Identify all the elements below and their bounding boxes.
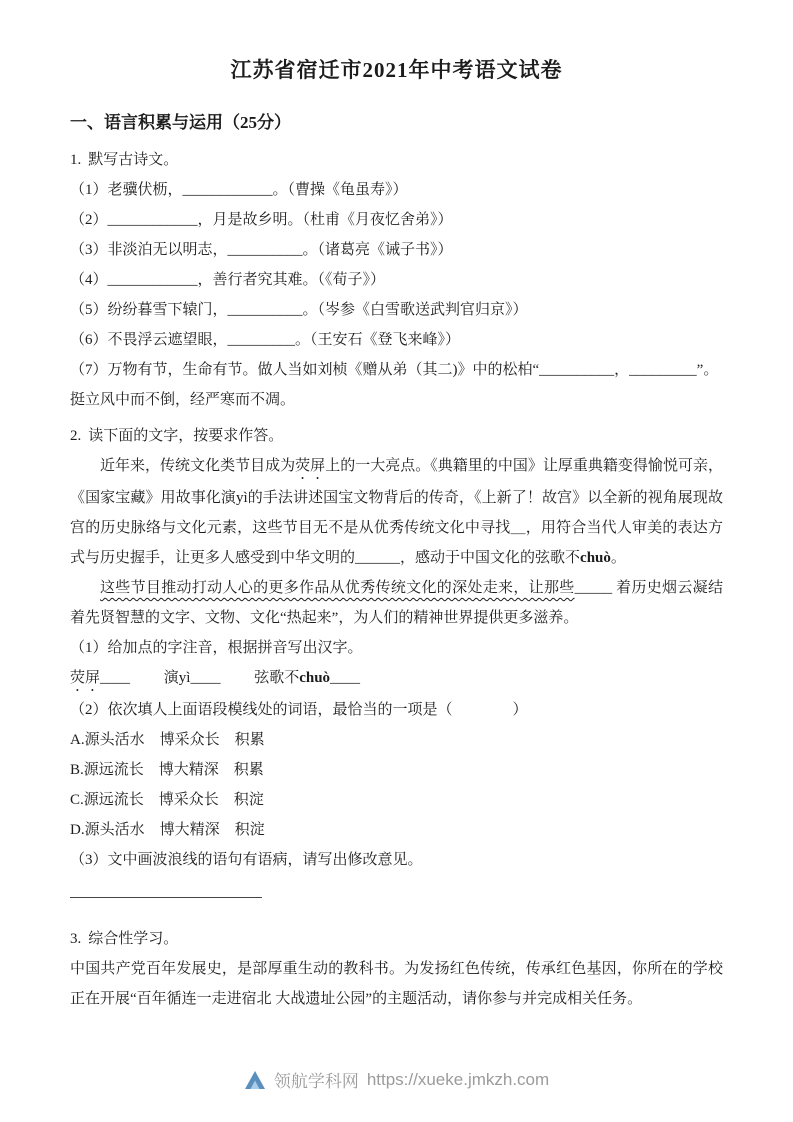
option-b: B.源远流长 博大精深 积累: [70, 762, 264, 778]
footer-watermark: [70, 1067, 723, 1096]
blank-segment: ____: [100, 670, 131, 686]
question-prompt: 综合性学习。: [88, 931, 179, 947]
answer-blank-line: [70, 897, 262, 898]
option-c: C.源远流长 博采众长 积淀: [70, 792, 264, 808]
q2-subquestion-1: （1）给加点的字注音，根据拼音写出汉字。: [70, 640, 363, 656]
q1-item-4: （4）____________，善行者究其难。（《荀子》）: [70, 272, 386, 288]
pinyin-item-2: [164, 670, 221, 686]
question-number: 3.: [70, 931, 82, 947]
q1-item-7-continued: 挺立风中而不倒，经严寒而不凋。: [70, 392, 296, 408]
question-number: 2.: [70, 428, 82, 444]
site-logo-icon: [244, 1070, 266, 1090]
blank-segment: ＿: [510, 520, 526, 536]
text-segment: 演yì: [163, 670, 191, 686]
q1-item-6: （6）不畏浮云遮望眼，_________。（王安石《登飞来峰》）: [70, 332, 461, 348]
pinyin-bold-segment: chuò: [580, 550, 611, 566]
page-title: 江苏省宿迁市2021年中考语文试卷: [230, 58, 563, 82]
question-2-heading: [70, 421, 723, 451]
q2-pinyin-line: [70, 663, 723, 695]
q1-item-5: （5）纷纷暮雪下辕门，__________。（岑参《白雪歌送武判官归京》）: [70, 302, 528, 318]
question-1-heading: [70, 145, 723, 175]
option-d: D.源头活水 博大精深 积淀: [70, 822, 265, 838]
q1-item-3: （3）非淡泊无以明志，__________。（诸葛亮《诫子书》）: [70, 242, 453, 258]
blank-segment: ______: [355, 550, 401, 566]
question-prompt: 读下面的文字，按要求作答。: [88, 428, 284, 444]
text-segment: 上的一大亮点。《典籍里的中国》让厚重典籍变得愉悦可亲，《国家宝藏》用故事化演yì的手法讲述国宝文物背后的传奇，《上新了！故宫》以全新的视角展现故宫的历史脉络与文化元素，这些节目无不是从优秀传统文化中寻找: [70, 458, 723, 536]
section-heading: 一、语言积累与运用（25分）: [70, 113, 291, 132]
q2-option-list: [70, 725, 723, 845]
q3-body: 中国共产党百年发展史，是部厚重生动的教科书。为发扬红色传统，传承红色基因，你所在的学校正在开展“百年循连一走进宿北 大战遗址公园”的主题活动，请你参与并完成相关任务。: [70, 961, 723, 1007]
pinyin-item-3: [254, 670, 360, 686]
q2-passage-paragraph-1: [70, 451, 723, 573]
question-3-heading: [70, 924, 723, 954]
option-a: A.源头活水 博采众长 积累: [70, 732, 265, 748]
blank-segment: _____: [574, 580, 613, 596]
text-segment: 。: [610, 550, 626, 566]
text-segment: ，用符合当代人审美的表达方式与历史握手，让更多人感受到中华文明的: [70, 520, 723, 566]
text-segment: 着历史烟云凝结着先贤智慧的文字、文物、文化“热起来”，为人们的精神世界提供更多滋养。: [70, 580, 723, 626]
pinyin-bold-segment: chuò: [299, 670, 331, 686]
footer-site-url: https://xueke.jmkzh.com: [366, 1069, 550, 1089]
q2-subquestion-2: （2）依次填人上面语段模线处的词语，最恰当的一项是（ ）: [70, 702, 528, 718]
blank-segment: ____: [190, 670, 221, 686]
wavy-underlined-sentence: 这些节目推动打动人心的更多作品从优秀传统文化的深处走来，让那些: [100, 580, 575, 596]
q2-passage-paragraph-2: [70, 573, 723, 633]
q2-subquestion-3: （3）文中画波浪线的语句有语病，请写出修改意见。: [70, 852, 423, 868]
text-segment: 近年来，传统文化类节目成为: [100, 458, 296, 474]
dotted-characters: 荧屏: [70, 670, 101, 686]
text-segment: ，感动于中国文化的弦歌不: [400, 550, 581, 566]
question-number: 1.: [70, 152, 82, 168]
text-segment: 弦歌不: [254, 670, 300, 686]
blank-segment: ____: [330, 670, 361, 686]
dotted-characters: 荧屏: [295, 458, 326, 474]
question-prompt: 默写古诗文。: [88, 152, 179, 168]
q1-item-7: （7）万物有节，生命有节。做人当如刘桢《赠从弟（其二)》中的松柏“__________，_________”。: [70, 362, 719, 378]
q1-item-1: （1）老骥伏枥，____________。（曹操《龟虽寿》）: [70, 182, 408, 198]
q1-item-2: （2）____________，月是故乡明。（杜甫《月夜忆舍弟》）: [70, 212, 453, 228]
pinyin-item-1: [70, 670, 130, 686]
footer-site-name: 领航学科网: [273, 1072, 359, 1091]
